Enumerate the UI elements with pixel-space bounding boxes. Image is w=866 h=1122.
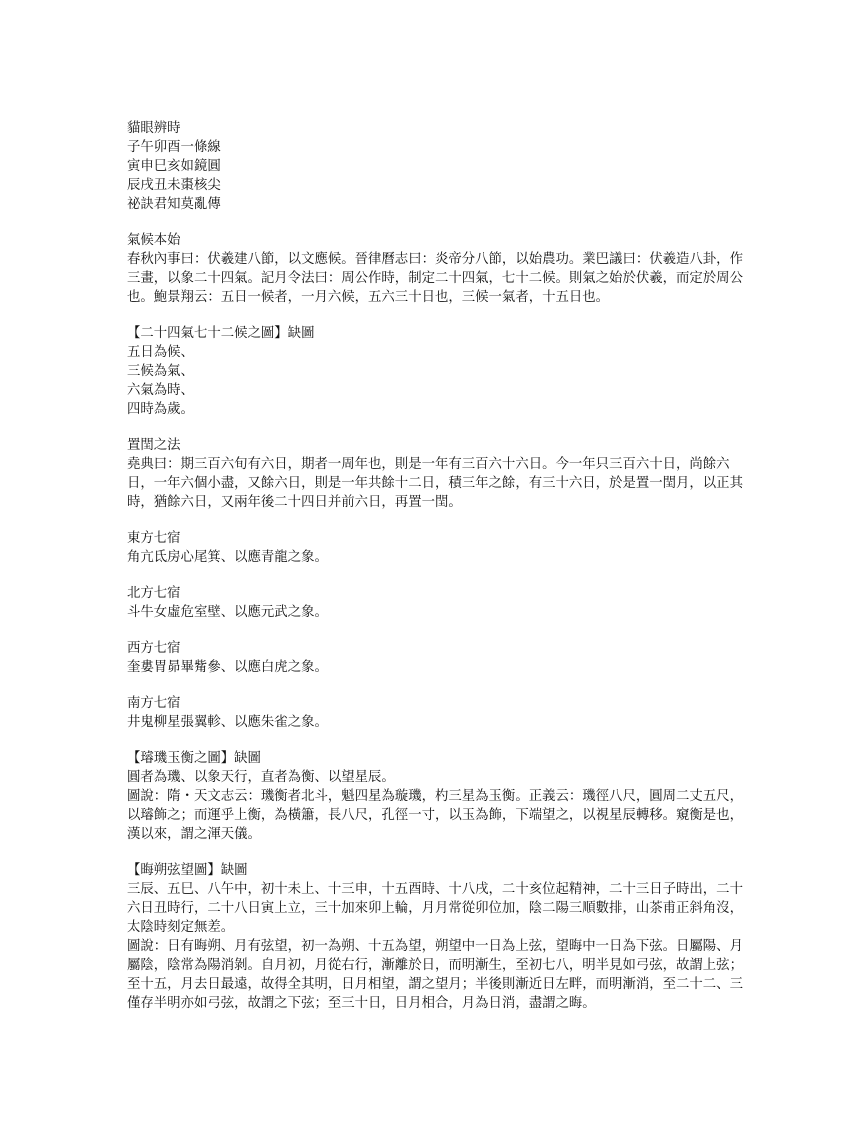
section-heading: 氣候本始 [127,233,181,248]
body-line: 圓者為璣、以象天行，直者為衡、以望星辰。 [127,770,395,785]
list-line: 五日為候、 [127,345,194,360]
body-paragraph: 圖說：日有晦朔、月有弦望，初一為朔、十五為望，朔望中一日為上弦，望晦中一日為下弦。日屬陽、月屬陰，陰常為陽消剝。自月初，月從右行，漸離於日，而明漸生，至初七八，明半見如弓弦，故謂上弦；至十五，月去日最遠，故得全其明，日月相望，謂之望月；半後則漸近日左畔，而明漸消，至二十二、三僅存半明亦如弓弦，故謂之下弦；至三十日，日月相合，月為日消，盡謂之晦。 [127,939,743,1011]
body-line: 斗牛女虛危室壁、以應元武之象。 [127,605,328,620]
section-qihou [127,231,752,307]
section-armillary [127,749,752,844]
section-heading: 【璿璣玉衡之圖】缺圖 [127,751,261,766]
section-east [127,529,752,567]
body-paragraph: 堯典曰：期三百六旬有六日，期者一周年也，則是一年有三百六十六日。今一年只三百六十日，尚餘六日，一年六個小盡，又餘六日，則是一年共餘十二日，積三年之餘，有三十六日，於是置一閏月，以正其時，猶餘六日，又兩年後二十四日并前六日，再置一閏。 [127,457,743,510]
list-line: 三候為氣、 [127,364,194,379]
list-line: 六氣為時、 [127,383,194,398]
body-line: 井鬼柳星張翼軫、以應朱雀之象。 [127,715,328,730]
verse-line: 辰戌丑未棗核尖 [127,178,221,193]
section-west [127,639,752,677]
body-paragraph: 三辰、五巳、八午中，初十未上、十三申，十五酉時、十八戌，二十亥位起精神，二十三日子時出，二十六日丑時行，二十八日寅上立，三十加來卯上輪，月月常從卯位加，陰二陽三順數排，山茶甫正斜角沒，太陰時刻定無差。 [127,882,743,935]
body-paragraph: 圖說：隋・天文志云：璣衡者北斗，魁四星為璇璣，杓三星為玉衡。正義云：璣徑八尺，圓周二丈五尺，以璿飾之；而運乎上衡，為橫簫，長八尺，孔徑一寸，以玉為飾，下端望之，以視星辰轉移。窺衡是也，漢以來，謂之渾天儀。 [127,789,743,842]
body-line: 奎婁胃昴畢觜參、以應白虎之象。 [127,660,328,675]
section-heading: 貓眼辨時 [127,121,181,136]
section-north [127,584,752,622]
verse-line: 子午卯酉一條線 [127,140,221,155]
verse-line: 寅申巳亥如鏡圓 [127,159,221,174]
section-heading: 【二十四氣七十二候之圖】缺圖 [127,326,315,341]
body-line: 角亢氐房心尾箕、以應青龍之象。 [127,550,328,565]
section-heading: 南方七宿 [127,696,181,711]
section-leap [127,436,752,512]
section-cat-eye [127,119,752,214]
document-page [127,119,752,1030]
section-heading: 東方七宿 [127,531,181,546]
section-heading: 【晦朔弦望圖】缺圖 [127,863,248,878]
section-south [127,694,752,732]
list-line: 四時為歲。 [127,402,194,417]
section-heading: 置閏之法 [127,438,181,453]
section-moon [127,861,752,1013]
section-heading: 北方七宿 [127,586,181,601]
section-heading: 西方七宿 [127,641,181,656]
section-chart-24 [127,324,752,419]
body-paragraph: 春秋內事曰：伏羲建八節，以文應候。晉律曆志曰：炎帝分八節，以始農功。業巴議曰：伏羲造八卦，作三畫，以象二十四氣。記月令法曰：周公作時，制定二十四氣，七十二候。則氣之始於伏羲，而定於周公也。鮑景翔云：五日一候者，一月六候，五六三十日也，三候一氣者，十五日也。 [127,252,743,305]
verse-line: 祕訣君知莫亂傳 [127,197,221,212]
